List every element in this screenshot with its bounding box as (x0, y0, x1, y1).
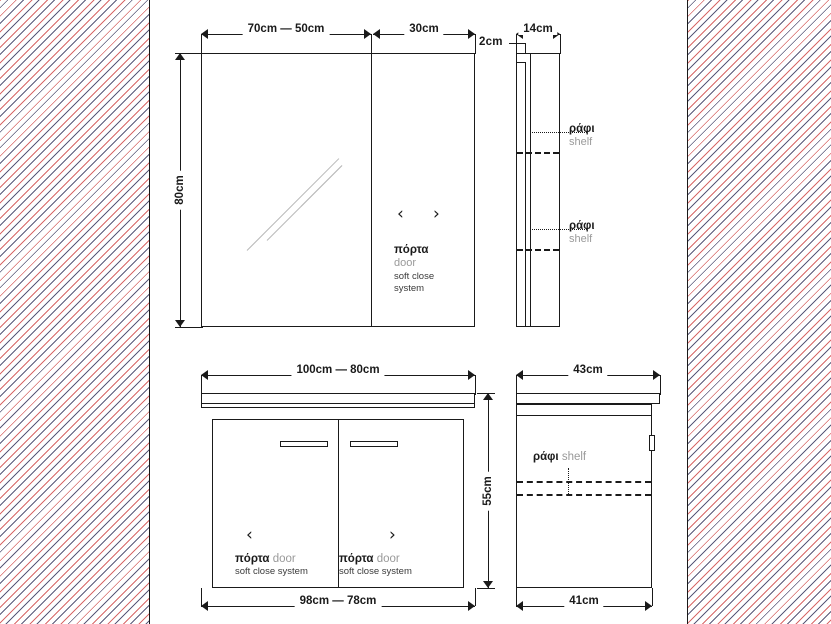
left-hatch-panel (0, 0, 150, 624)
vanity-shelf-dashes-lower (517, 494, 651, 496)
witness-tick (201, 34, 202, 54)
vanity-front-bottom-width-dim (201, 595, 475, 611)
mirror-door-label (394, 243, 434, 295)
vanity-right-door-label-gr: πόρτα (339, 553, 374, 565)
witness-tick (201, 588, 202, 606)
vanity-left-door-label-en: door (272, 553, 296, 565)
vanity-left-door-label (235, 552, 308, 578)
mirror-side-inner-line (530, 54, 531, 327)
witness-tick (560, 34, 561, 54)
vanity-front-top-width-dim-text: 100cm — 80cm (291, 364, 384, 376)
vanity-shelf-label-line (533, 450, 586, 464)
witness-tick (477, 588, 495, 589)
witness-tick (516, 375, 517, 395)
mirror-side-offset-dim-text: 2cm (479, 36, 503, 48)
shelf-2-label (569, 219, 595, 247)
witness-tick (201, 375, 202, 395)
shelf-2-dashes (517, 249, 559, 251)
vanity-right-handle[interactable] (350, 441, 398, 447)
vanity-side-top-inner-line (516, 415, 652, 416)
chevron-right-icon[interactable]: › (433, 204, 440, 224)
vanity-right-door-label-en: door (376, 553, 400, 565)
mirror-front-width-right-dim (373, 23, 475, 39)
shelf-2-label-en: shelf (569, 233, 593, 246)
vanity-countertop-edge-right (474, 404, 475, 408)
vanity-shelf-label-en: shelf (561, 451, 587, 463)
vanity-countertop (201, 393, 475, 404)
vanity-right-door-label (339, 552, 412, 578)
technical-drawing-canvas (149, 0, 688, 624)
witness-tick (516, 588, 517, 606)
mirror-side-depth-dim-text: 14cm (518, 23, 557, 35)
right-hatch-panel (687, 0, 831, 624)
shelf-2-leader-vertical (530, 229, 531, 251)
shelf-1-leader-vertical (530, 132, 531, 154)
mirror-front-width-right-dim-text: 30cm (404, 23, 443, 35)
vanity-right-door-note: soft close system (339, 566, 412, 578)
vanity-side-bottom-depth-dim (516, 595, 652, 611)
witness-tick (175, 53, 203, 54)
mirror-cabinet-height-dim-text: 80cm (174, 170, 186, 209)
mirror-door-note-line1: soft close (394, 271, 435, 283)
vanity-left-door-label-line (235, 552, 308, 566)
shelf-1-label-gr: ράφι (569, 123, 595, 135)
drawing-stage (149, 0, 688, 624)
mirror-door-label-en: door (394, 257, 417, 270)
vanity-shelf-dashes-upper (517, 481, 651, 483)
mirror-front-width-left-dim-text: 70cm — 50cm (243, 23, 330, 35)
vanity-countertop-edge (201, 407, 475, 408)
vanity-side-body (516, 404, 652, 588)
vanity-front-top-width-dim (201, 364, 475, 380)
vanity-side-countertop (516, 393, 660, 404)
mirror-door-label-gr: πόρτα (394, 244, 429, 256)
mirror-side-top-chamfer (516, 62, 526, 63)
chevron-left-icon[interactable]: › (389, 525, 396, 545)
shelf-1-label (569, 122, 595, 150)
vanity-side-top-depth-dim (516, 364, 660, 380)
offset-leader-line (509, 43, 525, 44)
vanity-side-top-depth-dim-text: 43cm (568, 364, 607, 376)
vanity-right-door-label-line (339, 552, 412, 566)
vanity-left-door-label-gr: πόρτα (235, 553, 270, 565)
vanity-front-bottom-width-dim-text: 98cm — 78cm (295, 595, 382, 607)
witness-tick (652, 588, 653, 606)
vanity-countertop-edge-left (201, 404, 202, 408)
mirror-cabinet-door-split (371, 54, 372, 326)
shelf-1-dashes (517, 152, 559, 154)
mirror-side-door-line (525, 62, 526, 327)
mirror-front-width-left-dim (201, 23, 371, 39)
vanity-left-handle[interactable] (280, 441, 328, 447)
vanity-height-dim (483, 393, 493, 588)
witness-tick (475, 375, 476, 395)
vanity-shelf-label-gr: ράφι (533, 451, 559, 463)
vanity-left-door-note: soft close system (235, 566, 308, 578)
vanity-height-dim-text: 55cm (482, 471, 494, 510)
witness-tick (660, 375, 661, 395)
witness-tick (371, 34, 372, 54)
vanity-side-bottom-depth-dim-text: 41cm (564, 595, 603, 607)
witness-tick (475, 34, 476, 54)
witness-tick (175, 327, 203, 328)
chevron-left-icon[interactable]: ‹ (397, 204, 404, 224)
vanity-shelf-label (533, 450, 586, 464)
vanity-side-handle[interactable] (649, 435, 655, 451)
witness-tick (477, 393, 495, 394)
witness-tick (516, 34, 517, 54)
mirror-side-depth-dim (516, 23, 560, 39)
witness-tick (475, 588, 476, 606)
chevron-right-icon[interactable]: ‹ (246, 525, 253, 545)
shelf-1-label-en: shelf (569, 136, 593, 149)
shelf-2-label-gr: ράφι (569, 220, 595, 232)
mirror-cabinet-side-body (516, 53, 560, 327)
mirror-cabinet-height-dim (175, 53, 185, 327)
mirror-door-note-line2: system (394, 283, 425, 294)
